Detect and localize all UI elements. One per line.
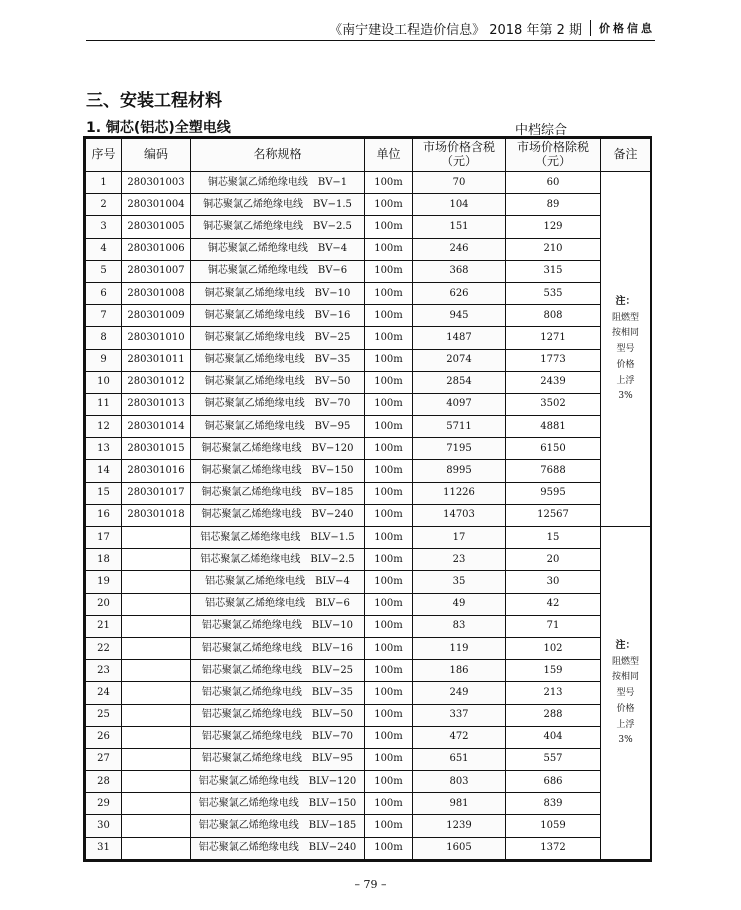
remark-line: 阻燃型 xyxy=(611,656,639,667)
row-unit: 100m xyxy=(365,393,413,415)
header-price-excl xyxy=(506,139,601,172)
row-price-incl: 981 xyxy=(413,793,506,815)
row-unit: 100m xyxy=(365,460,413,482)
row-unit: 100m xyxy=(365,416,413,438)
row-seq: 30 xyxy=(86,815,122,837)
header-unit: 单位 xyxy=(365,139,413,172)
row-price-incl: 246 xyxy=(413,238,506,260)
table-row xyxy=(86,172,651,194)
table-header-row xyxy=(86,139,651,172)
row-seq: 11 xyxy=(86,393,122,415)
table-row xyxy=(86,593,651,615)
row-price-excl: 159 xyxy=(506,660,601,682)
row-seq: 23 xyxy=(86,660,122,682)
row-unit: 100m xyxy=(365,327,413,349)
row-code xyxy=(122,793,191,815)
row-price-incl: 7195 xyxy=(413,438,506,460)
row-code xyxy=(122,615,191,637)
row-name: 铜芯聚氯乙烯绝缘电线 BV−25 xyxy=(191,327,365,349)
row-name: 铜芯聚氯乙烯绝缘电线 BV−6 xyxy=(191,260,365,282)
row-code xyxy=(122,637,191,659)
table-row xyxy=(86,238,651,260)
row-name: 铜芯聚氯乙烯绝缘电线 BV−95 xyxy=(191,416,365,438)
table-row xyxy=(86,260,651,282)
row-name: 铜芯聚氯乙烯绝缘电线 BV−1.5 xyxy=(191,194,365,216)
row-price-incl: 17 xyxy=(413,527,506,549)
row-price-excl: 557 xyxy=(506,748,601,770)
row-seq: 19 xyxy=(86,571,122,593)
remark-title: 注： xyxy=(615,296,636,307)
row-seq: 28 xyxy=(86,771,122,793)
row-unit: 100m xyxy=(365,637,413,659)
row-seq: 1 xyxy=(86,172,122,194)
remark-line: 价格 xyxy=(616,359,635,370)
row-seq: 31 xyxy=(86,837,122,859)
grade-note: 中档综合 xyxy=(515,123,568,138)
row-name: 铜芯聚氯乙烯绝缘电线 BV−150 xyxy=(191,460,365,482)
row-unit: 100m xyxy=(365,194,413,216)
row-price-excl: 288 xyxy=(506,704,601,726)
table-row xyxy=(86,793,651,815)
row-seq: 7 xyxy=(86,305,122,327)
row-seq: 13 xyxy=(86,438,122,460)
row-price-excl: 89 xyxy=(506,194,601,216)
row-name: 铝芯聚氯乙烯绝缘电线 BLV−1.5 xyxy=(191,527,365,549)
table-row xyxy=(86,726,651,748)
row-code: 280301018 xyxy=(122,504,191,526)
remark-line: 上浮 xyxy=(616,719,635,730)
row-price-incl: 23 xyxy=(413,549,506,571)
header-price-excl-line2: （元） xyxy=(534,154,571,168)
row-code: 280301003 xyxy=(122,172,191,194)
row-price-excl: 60 xyxy=(506,172,601,194)
row-unit: 100m xyxy=(365,349,413,371)
row-seq: 12 xyxy=(86,416,122,438)
row-name: 铜芯聚氯乙烯绝缘电线 BV−10 xyxy=(191,282,365,304)
table-row xyxy=(86,704,651,726)
row-unit: 100m xyxy=(365,837,413,859)
section-title: 三、安装工程材料 xyxy=(86,91,222,111)
table-row xyxy=(86,549,651,571)
table-row xyxy=(86,460,651,482)
row-name: 铜芯聚氯乙烯绝缘电线 BV−35 xyxy=(191,349,365,371)
row-code: 280301013 xyxy=(122,393,191,415)
row-unit: 100m xyxy=(365,771,413,793)
table-row xyxy=(86,438,651,460)
row-name: 铝芯聚氯乙烯绝缘电线 BLV−25 xyxy=(191,660,365,682)
row-price-incl: 368 xyxy=(413,260,506,282)
row-code: 280301014 xyxy=(122,416,191,438)
row-seq: 8 xyxy=(86,327,122,349)
row-price-excl: 9595 xyxy=(506,482,601,504)
row-price-incl: 14703 xyxy=(413,504,506,526)
row-price-excl: 102 xyxy=(506,637,601,659)
row-price-incl: 35 xyxy=(413,571,506,593)
row-seq: 5 xyxy=(86,260,122,282)
table-row xyxy=(86,327,651,349)
remark-line: 3% xyxy=(618,735,633,746)
price-table xyxy=(83,136,652,862)
table-row xyxy=(86,615,651,637)
row-price-incl: 2854 xyxy=(413,371,506,393)
row-price-incl: 49 xyxy=(413,593,506,615)
row-name: 铜芯聚氯乙烯绝缘电线 BV−185 xyxy=(191,482,365,504)
remark-line: 阻燃型 xyxy=(611,312,639,323)
row-seq: 17 xyxy=(86,527,122,549)
header-name: 名称规格 xyxy=(191,139,365,172)
header-price-incl-line2: （元） xyxy=(440,154,477,168)
row-unit: 100m xyxy=(365,748,413,770)
row-code xyxy=(122,726,191,748)
row-code xyxy=(122,571,191,593)
row-code: 280301004 xyxy=(122,194,191,216)
row-price-incl: 104 xyxy=(413,194,506,216)
header-seq: 序号 xyxy=(86,139,122,172)
table-row xyxy=(86,748,651,770)
row-unit: 100m xyxy=(365,238,413,260)
row-unit: 100m xyxy=(365,793,413,815)
row-name: 铜芯聚氯乙烯绝缘电线 BV−120 xyxy=(191,438,365,460)
row-unit: 100m xyxy=(365,615,413,637)
row-seq: 18 xyxy=(86,549,122,571)
row-seq: 29 xyxy=(86,793,122,815)
row-name: 铝芯聚氯乙烯绝缘电线 BLV−150 xyxy=(191,793,365,815)
row-code: 280301008 xyxy=(122,282,191,304)
row-name: 铝芯聚氯乙烯绝缘电线 BLV−2.5 xyxy=(191,549,365,571)
row-name: 铝芯聚氯乙烯绝缘电线 BLV−240 xyxy=(191,837,365,859)
row-price-excl: 839 xyxy=(506,793,601,815)
row-price-excl: 6150 xyxy=(506,438,601,460)
row-unit: 100m xyxy=(365,660,413,682)
row-unit: 100m xyxy=(365,504,413,526)
row-price-incl: 119 xyxy=(413,637,506,659)
row-price-incl: 945 xyxy=(413,305,506,327)
row-price-excl: 12567 xyxy=(506,504,601,526)
row-name: 铝芯聚氯乙烯绝缘电线 BLV−120 xyxy=(191,771,365,793)
row-code xyxy=(122,837,191,859)
row-seq: 21 xyxy=(86,615,122,637)
remark-line: 按相同 xyxy=(611,672,639,683)
row-price-incl: 186 xyxy=(413,660,506,682)
row-seq: 25 xyxy=(86,704,122,726)
row-name: 铜芯聚氯乙烯绝缘电线 BV−70 xyxy=(191,393,365,415)
table-row xyxy=(86,393,651,415)
table-row xyxy=(86,837,651,859)
row-seq: 4 xyxy=(86,238,122,260)
remark-title: 注： xyxy=(615,640,636,651)
remark-line: 型号 xyxy=(616,688,635,698)
remark-line: 上浮 xyxy=(616,375,635,386)
row-code: 280301007 xyxy=(122,260,191,282)
row-unit: 100m xyxy=(365,549,413,571)
header-rule xyxy=(86,40,655,41)
header-price-incl xyxy=(413,139,506,172)
row-price-excl: 210 xyxy=(506,238,601,260)
row-price-incl: 1487 xyxy=(413,327,506,349)
row-seq: 2 xyxy=(86,194,122,216)
row-price-excl: 315 xyxy=(506,260,601,282)
row-price-excl: 2439 xyxy=(506,371,601,393)
table-row xyxy=(86,637,651,659)
row-price-excl: 30 xyxy=(506,571,601,593)
row-price-excl: 71 xyxy=(506,615,601,637)
row-code xyxy=(122,748,191,770)
row-price-excl: 404 xyxy=(506,726,601,748)
row-name: 铝芯聚氯乙烯绝缘电线 BLV−35 xyxy=(191,682,365,704)
running-header xyxy=(86,18,655,38)
row-name: 铜芯聚氯乙烯绝缘电线 BV−16 xyxy=(191,305,365,327)
row-price-excl: 20 xyxy=(506,549,601,571)
table-row xyxy=(86,305,651,327)
row-price-incl: 651 xyxy=(413,748,506,770)
row-price-excl: 15 xyxy=(506,527,601,549)
remark-line: 型号 xyxy=(616,344,635,354)
row-seq: 20 xyxy=(86,593,122,615)
row-price-incl: 4097 xyxy=(413,393,506,415)
header-price-excl-line1: 市场价格除税 xyxy=(516,140,589,155)
row-name: 铝芯聚氯乙烯绝缘电线 BLV−70 xyxy=(191,726,365,748)
row-seq: 6 xyxy=(86,282,122,304)
row-code xyxy=(122,815,191,837)
row-code: 280301016 xyxy=(122,460,191,482)
row-seq: 10 xyxy=(86,371,122,393)
row-price-incl: 2074 xyxy=(413,349,506,371)
row-code xyxy=(122,704,191,726)
row-unit: 100m xyxy=(365,282,413,304)
row-price-excl: 1372 xyxy=(506,837,601,859)
row-unit: 100m xyxy=(365,593,413,615)
row-seq: 15 xyxy=(86,482,122,504)
table-row xyxy=(86,349,651,371)
row-price-excl: 4881 xyxy=(506,416,601,438)
table-row xyxy=(86,682,651,704)
row-name: 铝芯聚氯乙烯绝缘电线 BLV−10 xyxy=(191,615,365,637)
row-name: 铜芯聚氯乙烯绝缘电线 BV−1 xyxy=(191,172,365,194)
remark-line: 按相同 xyxy=(611,328,639,339)
row-unit: 100m xyxy=(365,371,413,393)
row-code xyxy=(122,771,191,793)
row-price-incl: 11226 xyxy=(413,482,506,504)
table-row xyxy=(86,282,651,304)
table-row xyxy=(86,571,651,593)
row-unit: 100m xyxy=(365,704,413,726)
row-price-excl: 3502 xyxy=(506,393,601,415)
row-seq: 27 xyxy=(86,748,122,770)
table-row xyxy=(86,216,651,238)
row-code xyxy=(122,660,191,682)
row-price-incl: 5711 xyxy=(413,416,506,438)
row-price-incl: 1239 xyxy=(413,815,506,837)
header-separator xyxy=(590,20,591,36)
row-unit: 100m xyxy=(365,527,413,549)
row-unit: 100m xyxy=(365,482,413,504)
row-unit: 100m xyxy=(365,438,413,460)
row-price-excl: 213 xyxy=(506,682,601,704)
row-code: 280301010 xyxy=(122,327,191,349)
remark-line: 价格 xyxy=(616,703,635,714)
remark-line: 3% xyxy=(618,391,633,402)
table-row xyxy=(86,371,651,393)
row-price-incl: 83 xyxy=(413,615,506,637)
header-remark: 备注 xyxy=(601,139,651,172)
row-price-incl: 8995 xyxy=(413,460,506,482)
row-seq: 14 xyxy=(86,460,122,482)
table-row xyxy=(86,771,651,793)
row-code: 280301011 xyxy=(122,349,191,371)
row-price-incl: 803 xyxy=(413,771,506,793)
row-price-excl: 686 xyxy=(506,771,601,793)
row-price-incl: 337 xyxy=(413,704,506,726)
remark-note xyxy=(601,527,651,860)
row-price-excl: 808 xyxy=(506,305,601,327)
header-code: 编码 xyxy=(122,139,191,172)
row-price-incl: 70 xyxy=(413,172,506,194)
row-name: 铝芯聚氯乙烯绝缘电线 BLV−50 xyxy=(191,704,365,726)
row-code xyxy=(122,682,191,704)
row-code: 280301017 xyxy=(122,482,191,504)
row-name: 铝芯聚氯乙烯绝缘电线 BLV−185 xyxy=(191,815,365,837)
row-name: 铜芯聚氯乙烯绝缘电线 BV−240 xyxy=(191,504,365,526)
row-name: 铝芯聚氯乙烯绝缘电线 BLV−6 xyxy=(191,593,365,615)
page-number: – 79 – xyxy=(354,878,387,891)
row-seq: 26 xyxy=(86,726,122,748)
row-price-incl: 1605 xyxy=(413,837,506,859)
row-price-excl: 1773 xyxy=(506,349,601,371)
header-section-label: 价格信息 xyxy=(599,22,655,35)
row-name: 铜芯聚氯乙烯绝缘电线 BV−2.5 xyxy=(191,216,365,238)
row-name: 铝芯聚氯乙烯绝缘电线 BLV−95 xyxy=(191,748,365,770)
table-row xyxy=(86,482,651,504)
row-name: 铜芯聚氯乙烯绝缘电线 BV−50 xyxy=(191,371,365,393)
row-price-incl: 151 xyxy=(413,216,506,238)
table-row xyxy=(86,416,651,438)
table-row xyxy=(86,504,651,526)
row-name: 铝芯聚氯乙烯绝缘电线 BLV−16 xyxy=(191,637,365,659)
row-code: 280301009 xyxy=(122,305,191,327)
row-code: 280301012 xyxy=(122,371,191,393)
table-row xyxy=(86,815,651,837)
row-seq: 24 xyxy=(86,682,122,704)
row-unit: 100m xyxy=(365,172,413,194)
row-code: 280301006 xyxy=(122,238,191,260)
remark-note xyxy=(601,172,651,527)
row-unit: 100m xyxy=(365,682,413,704)
row-price-excl: 1059 xyxy=(506,815,601,837)
row-unit: 100m xyxy=(365,260,413,282)
row-seq: 3 xyxy=(86,216,122,238)
row-unit: 100m xyxy=(365,815,413,837)
row-name: 铝芯聚氯乙烯绝缘电线 BLV−4 xyxy=(191,571,365,593)
table-row xyxy=(86,527,651,549)
row-seq: 16 xyxy=(86,504,122,526)
row-price-excl: 7688 xyxy=(506,460,601,482)
header-price-incl-line1: 市场价格含税 xyxy=(422,140,495,155)
table-row xyxy=(86,194,651,216)
row-unit: 100m xyxy=(365,571,413,593)
row-name: 铜芯聚氯乙烯绝缘电线 BV−4 xyxy=(191,238,365,260)
row-unit: 100m xyxy=(365,305,413,327)
row-code: 280301005 xyxy=(122,216,191,238)
table-body xyxy=(86,172,651,860)
row-price-incl: 472 xyxy=(413,726,506,748)
row-seq: 9 xyxy=(86,349,122,371)
row-code xyxy=(122,593,191,615)
row-price-excl: 1271 xyxy=(506,327,601,349)
row-code xyxy=(122,549,191,571)
row-price-incl: 249 xyxy=(413,682,506,704)
row-seq: 22 xyxy=(86,637,122,659)
publication-title: 《南宁建设工程造价信息》 2018 年第 2 期 xyxy=(329,22,582,38)
row-price-excl: 129 xyxy=(506,216,601,238)
row-price-excl: 535 xyxy=(506,282,601,304)
row-code xyxy=(122,527,191,549)
row-unit: 100m xyxy=(365,216,413,238)
sub-title: 1. 铜芯(铝芯)全塑电线 xyxy=(86,120,231,136)
row-unit: 100m xyxy=(365,726,413,748)
row-code: 280301015 xyxy=(122,438,191,460)
row-price-excl: 42 xyxy=(506,593,601,615)
row-price-incl: 626 xyxy=(413,282,506,304)
table-row xyxy=(86,660,651,682)
